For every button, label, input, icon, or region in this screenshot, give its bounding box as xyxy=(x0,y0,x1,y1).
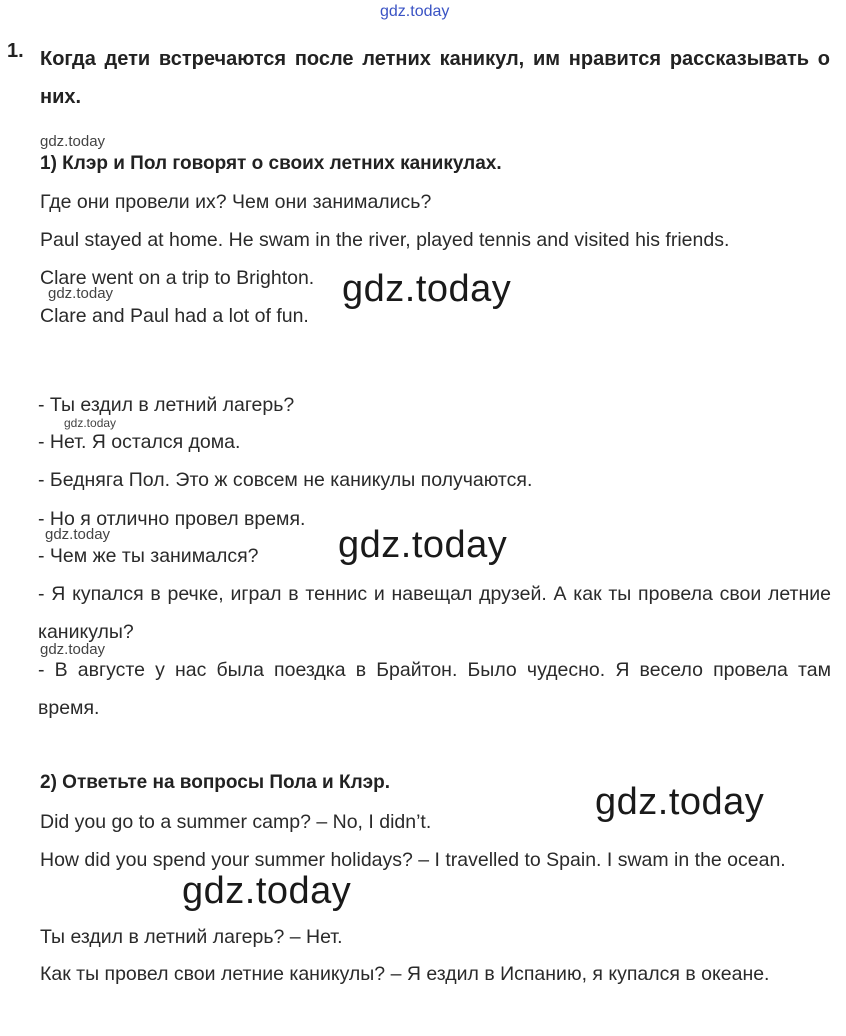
watermark-small: gdz.today xyxy=(48,285,114,302)
watermark-big: gdz.today xyxy=(595,781,765,823)
dialogue-line: - Нет. Я остался дома. xyxy=(38,431,241,453)
watermark-top: gdz.today xyxy=(380,3,450,20)
answer-line: Did you go to a summer camp? – No, I didn’t. xyxy=(40,811,432,833)
task-number: 1. xyxy=(7,40,24,62)
answer-line: Paul stayed at home. He swam in the river, played tennis and visited his friends. xyxy=(40,229,730,251)
watermark-small: gdz.today xyxy=(64,416,117,430)
dialogue-line: - Я купался в речке, играл в теннис и навещал друзей. А как ты провела свои летние каникулы? xyxy=(38,583,831,643)
watermark-small: gdz.today xyxy=(40,133,106,150)
watermark-big: gdz.today xyxy=(182,870,352,912)
answer-line: How did you spend your summer holidays? – I travelled to Spain. I swam in the ocean. xyxy=(40,849,786,871)
dialogue-line: - В августе у нас была поездка в Брайтон. Было чудесно. Я весело провела там время. xyxy=(38,659,831,719)
dialogue-line: - Чем же ты занимался? xyxy=(38,545,259,567)
answer-line: Ты ездил в летний лагерь? – Нет. xyxy=(40,926,343,948)
dialogue-line: - Бедняга Пол. Это ж совсем не каникулы получаются. xyxy=(38,469,533,491)
section2-heading: 2) Ответьте на вопросы Пола и Клэр. xyxy=(40,772,391,793)
answer-line: Как ты провел свои летние каникулы? – Я ездил в Испанию, я купался в океане. xyxy=(40,963,770,985)
dialogue-line: - Но я отлично провел время. xyxy=(38,508,306,530)
watermark-big: gdz.today xyxy=(338,524,508,566)
answer-line: Clare and Paul had a lot of fun. xyxy=(40,305,309,327)
task-text: Когда дети встречаются после летних каникул, им нравится рассказывать о них. xyxy=(40,48,830,108)
watermark-small: gdz.today xyxy=(40,641,106,658)
watermark-big: gdz.today xyxy=(342,268,512,310)
section1-question: Где они провели их? Чем они занимались? xyxy=(40,191,432,213)
answer-line: Clare went on a trip to Brighton. xyxy=(40,267,315,289)
dialogue-line: - Ты ездил в летний лагерь? xyxy=(38,394,295,416)
watermark-small: gdz.today xyxy=(45,526,111,543)
section1-heading: 1) Клэр и Пол говорят о своих летних каникулах. xyxy=(40,153,502,174)
